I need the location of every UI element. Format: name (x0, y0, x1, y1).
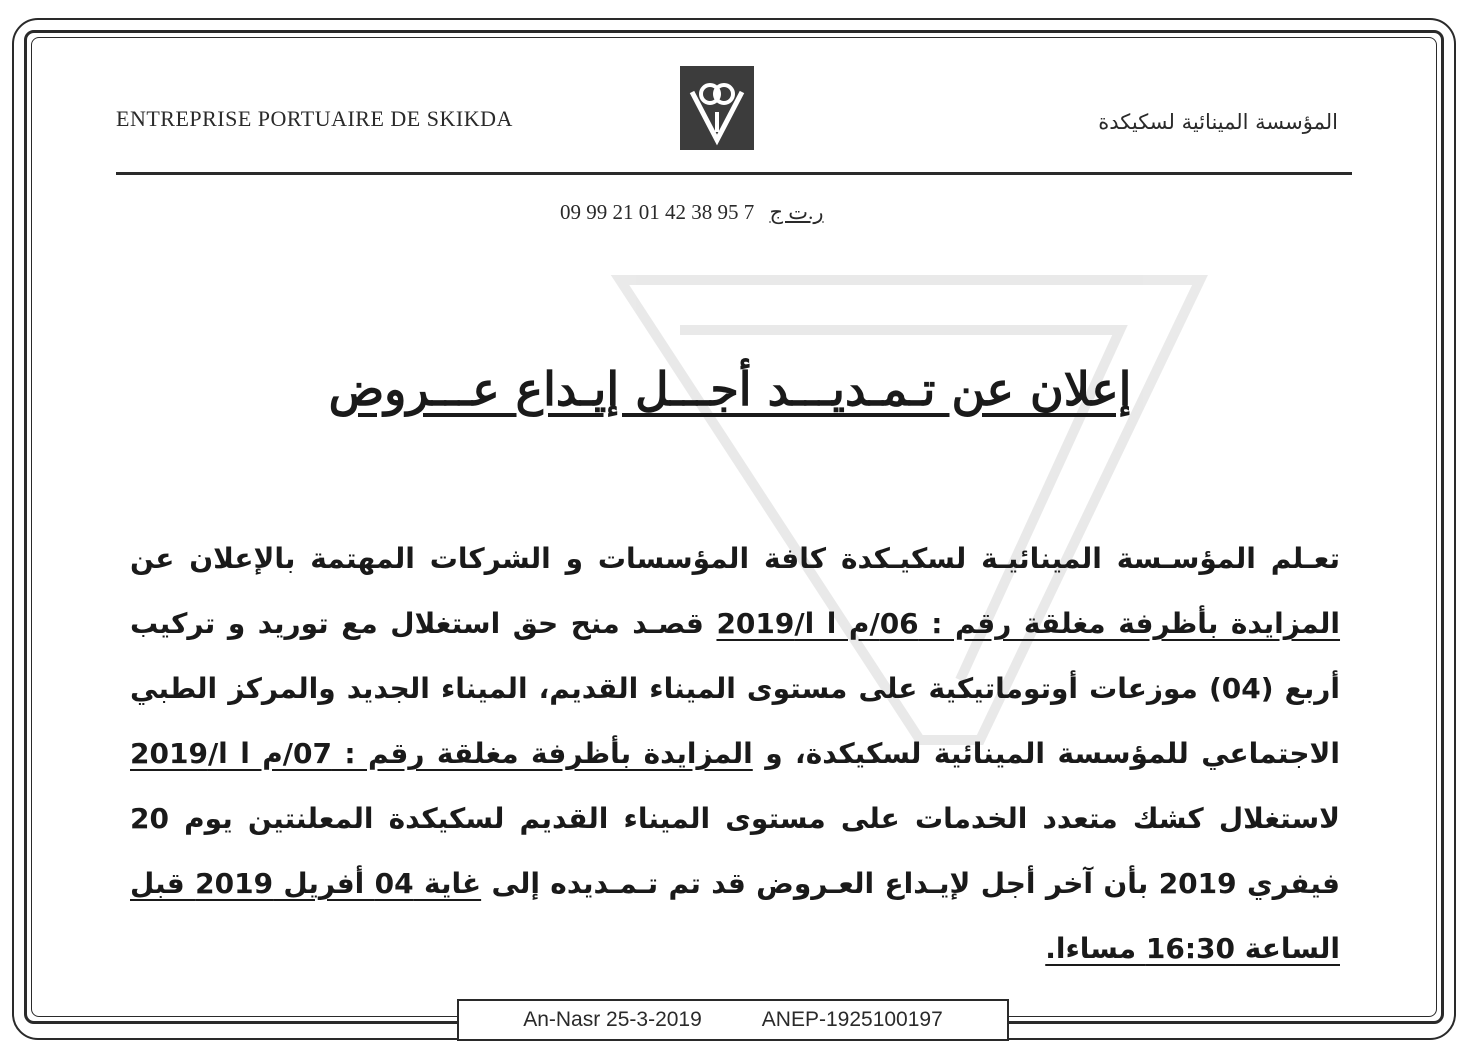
company-name-ar: المؤسسة المينائية لسكيكدة (1098, 110, 1338, 134)
company-name-fr: ENTREPRISE PORTUAIRE DE SKIKDA (116, 106, 513, 131)
deadline: غاية 04 أفريل 2019 قبل الساعة 16:30 مساءا. (130, 867, 1340, 965)
publication-footer (457, 999, 1009, 1041)
header-divider (116, 172, 1352, 175)
announcement-title: إعلان عن تـمـديـــد أجـــل إيـداع عـــروض (328, 362, 1132, 416)
publication-source: An-Nasr 25-3-2019 (523, 1008, 702, 1031)
body-part-1: تعـلم المؤسـسة المينائيـة لسكيـكدة كافة المؤسسات و الشركات المهتمة بالإعلان عن (130, 542, 1340, 575)
body-part-3: قصـد منح حق استغلال مع توريد و تركيب أربع (04) موزعات أوتوماتيكية على مستوى الميناء القديم، الميناء الجديد والمركز الطبي الاجتماعي للمؤسسة المينائية لسكيكدة، و (130, 607, 1340, 770)
tax-id-label: ر.ت ج (769, 200, 824, 224)
tender-06-ref: المزايدة بأظرفة مغلقة رقم : 06/م ا ا/2019 (716, 607, 1341, 640)
tender-07-ref: المزايدة بأظرفة مغلقة رقم : 07/م ا ا/2019 (130, 737, 753, 770)
tax-id-number: 09 99 21 01 42 38 95 7 (560, 200, 755, 224)
publication-ref: ANEP-1925100197 (761, 1008, 943, 1031)
announcement-body (130, 526, 1340, 981)
company-logo-icon (680, 66, 754, 150)
tax-id (560, 200, 823, 225)
body-part-5: لاستغلال كشك متعدد الخدمات على مستوى الميناء القديم لسكيكدة المعلنتين يوم 20 فيفري 2019 بأن آخر أجل لإيـداع العـروض قد تم تـمـديده إلى (130, 802, 1340, 900)
